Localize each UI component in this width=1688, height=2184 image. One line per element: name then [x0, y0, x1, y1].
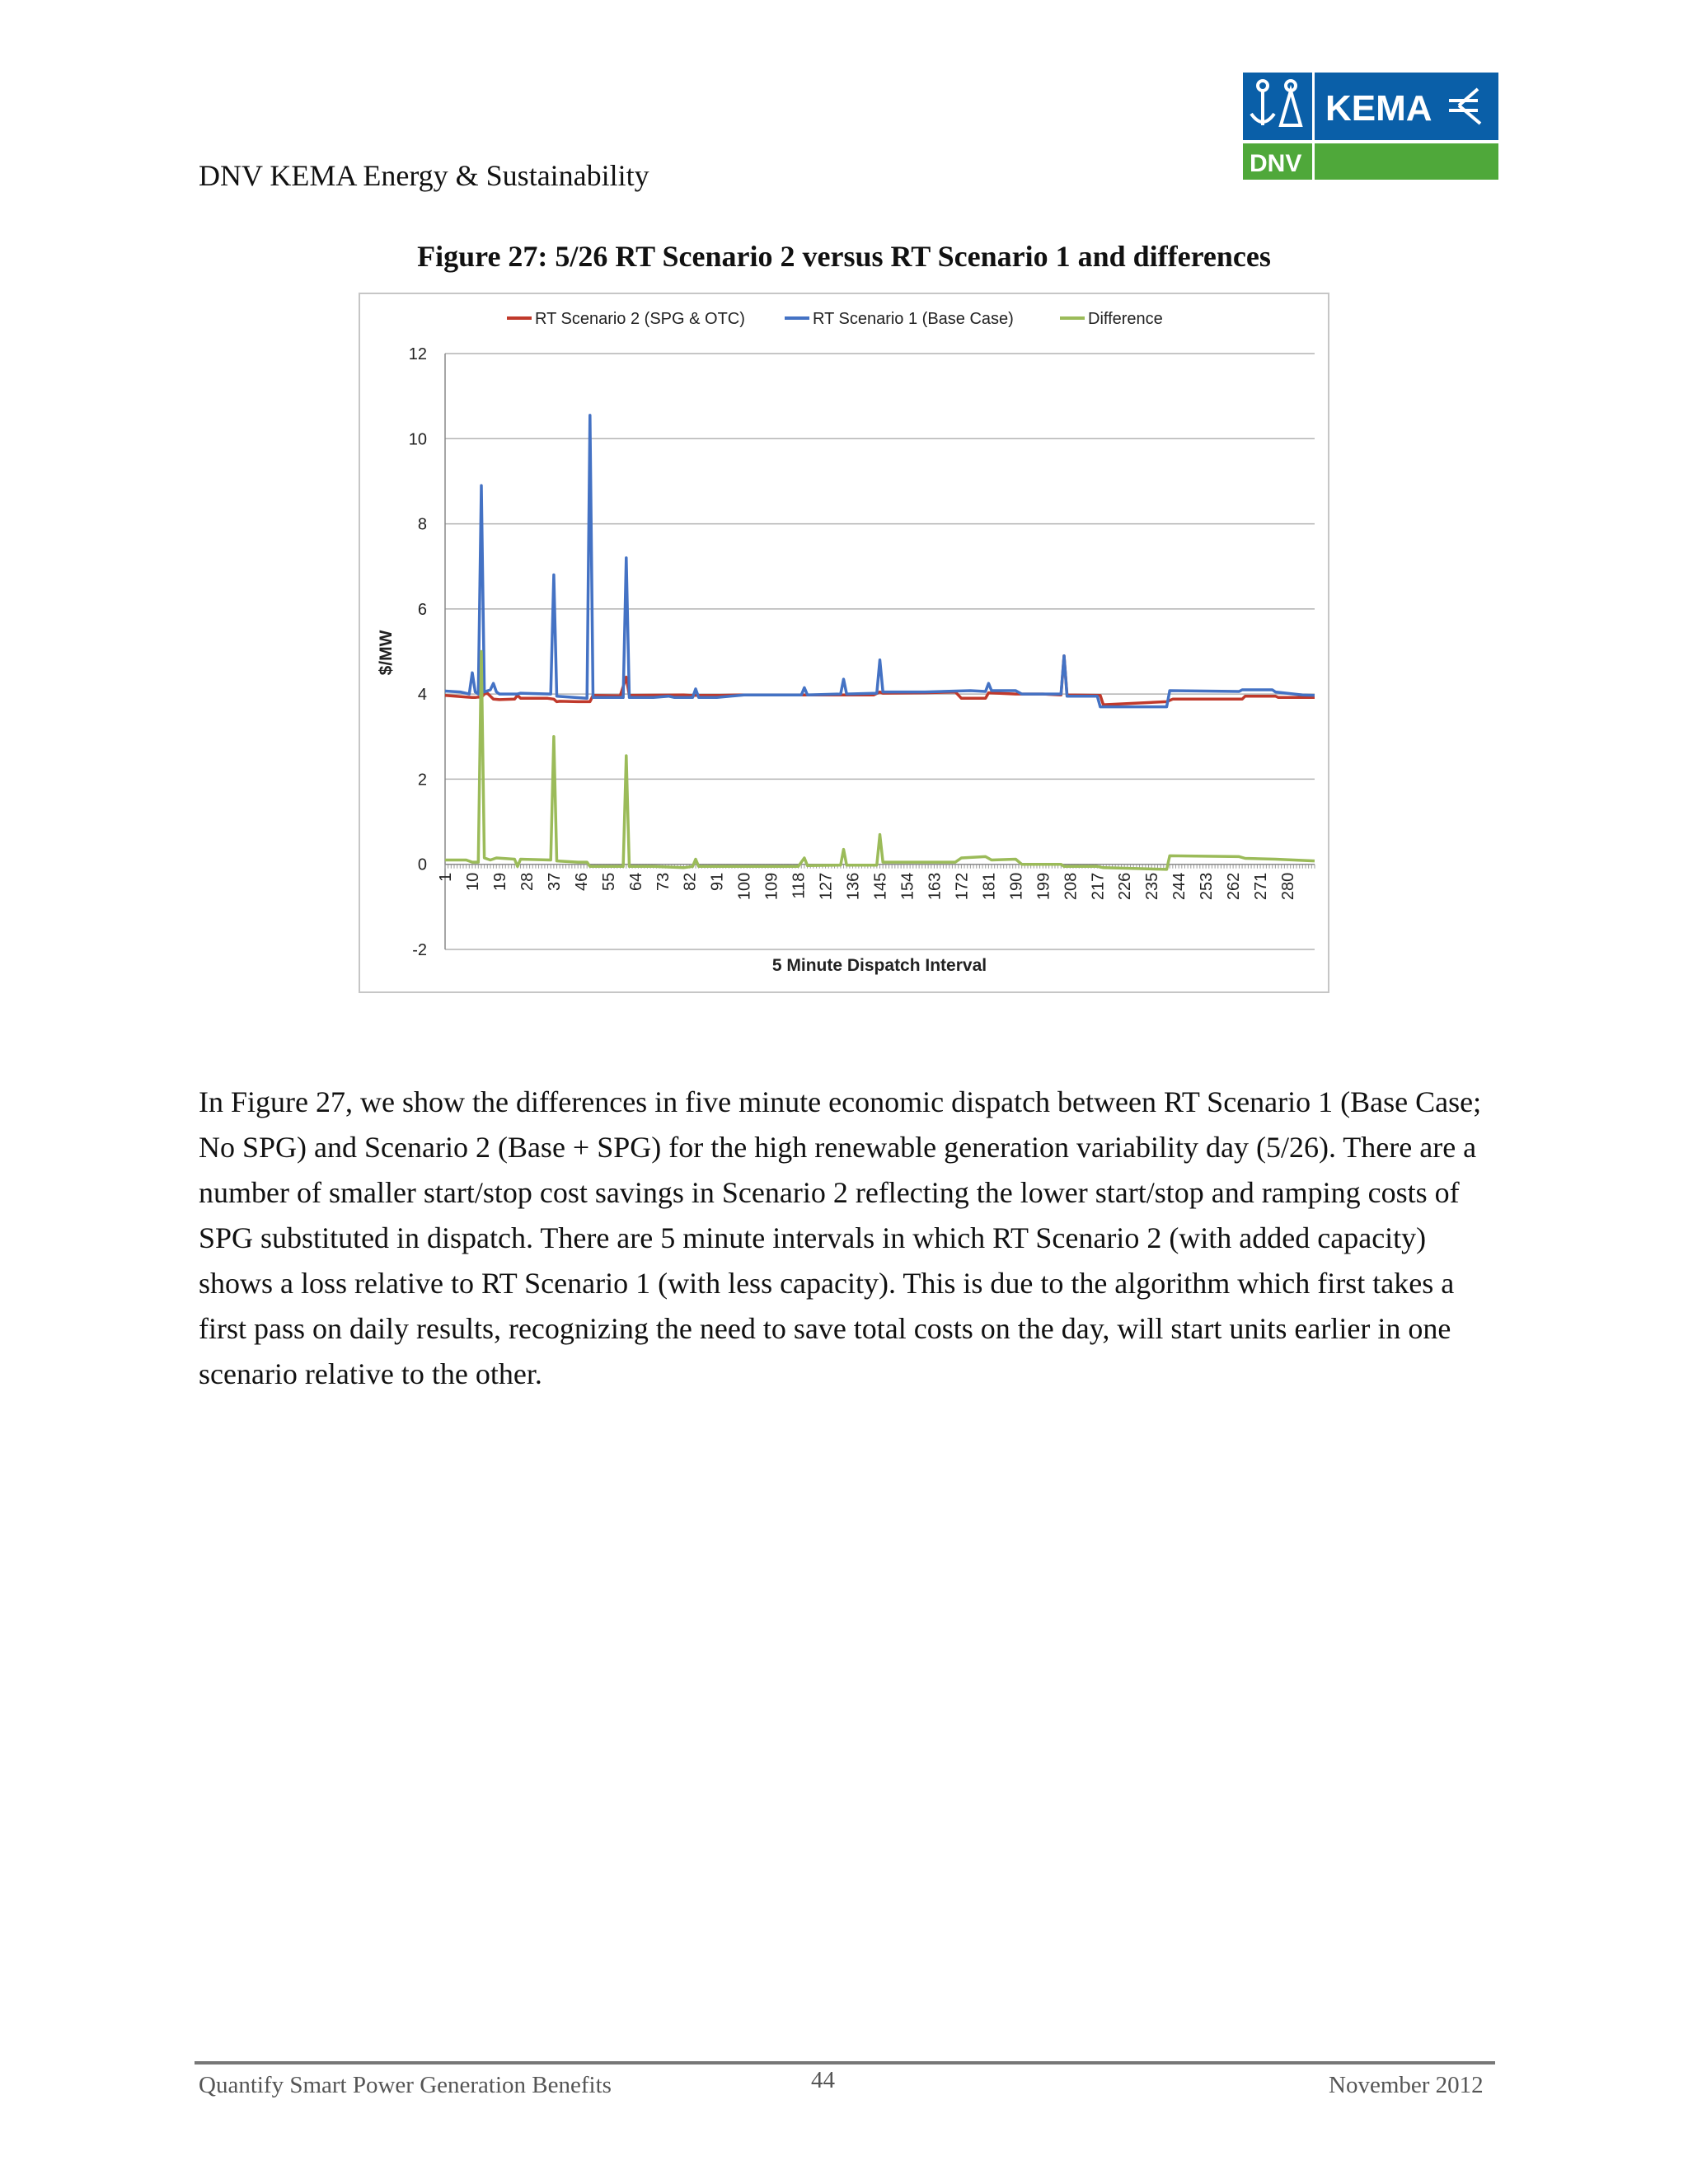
x-tick-label: 82 — [681, 872, 700, 891]
x-tick-label: 1 — [437, 872, 455, 882]
y-tick-label: 12 — [408, 345, 427, 363]
series-line-1 — [445, 415, 1315, 707]
x-tick-label: 46 — [572, 872, 591, 891]
x-tick-label: 37 — [545, 872, 564, 891]
figure-title: Figure 27: 5/26 RT Scenario 2 versus RT Scenario 1 and differences — [417, 240, 1271, 273]
svg-text:DNV: DNV — [1250, 150, 1302, 177]
line-chart — [360, 294, 1328, 991]
y-tick-label: 6 — [417, 600, 427, 619]
legend — [507, 310, 1163, 328]
document-header: DNV KEMA Energy & Sustainability — [199, 159, 649, 192]
series-line-2 — [445, 652, 1315, 869]
x-tick-label: 154 — [898, 872, 917, 901]
x-tick-label: 91 — [708, 872, 727, 891]
legend-label: RT Scenario 1 (Base Case) — [813, 310, 1014, 328]
page-number: 44 — [811, 2067, 835, 2093]
x-tick-label: 55 — [599, 872, 618, 891]
x-tick-label: 28 — [518, 872, 537, 891]
x-tick-label: 208 — [1062, 872, 1081, 901]
axes — [409, 345, 1315, 959]
y-axis-label: $/MW — [377, 630, 396, 676]
x-tick-label: 262 — [1225, 872, 1244, 901]
x-tick-label: 136 — [844, 872, 863, 901]
x-tick-label: 235 — [1143, 872, 1162, 901]
x-tick-label: 127 — [817, 872, 836, 901]
footer-date: November 2012 — [1329, 2072, 1484, 2098]
legend-label: Difference — [1088, 310, 1163, 328]
y-tick-label: 0 — [417, 855, 427, 874]
gridlines — [445, 354, 1315, 949]
x-axis-label: 5 Minute Dispatch Interval — [771, 956, 987, 975]
y-tick-label: 10 — [408, 430, 427, 449]
x-tick-label: 19 — [490, 872, 509, 891]
logo-graphic — [1243, 73, 1498, 181]
series-lines — [445, 415, 1315, 869]
x-tick-label: 271 — [1252, 872, 1271, 901]
y-tick-label: 2 — [417, 771, 427, 790]
footer-document-title: Quantify Smart Power Generation Benefits — [199, 2072, 612, 2098]
x-tick-label: 181 — [980, 872, 999, 901]
x-tick-label: 199 — [1034, 872, 1053, 901]
x-tick-label: 145 — [871, 872, 890, 901]
svg-text:KEMA: KEMA — [1325, 88, 1432, 129]
x-tick-label: 217 — [1089, 872, 1108, 901]
kema-dnv-logo — [1243, 73, 1498, 181]
x-tick-label: 280 — [1279, 872, 1298, 901]
x-tick-label: 244 — [1170, 872, 1189, 901]
x-tick-label: 100 — [735, 872, 754, 901]
y-tick-label: 4 — [417, 686, 427, 705]
x-tick-label: 109 — [762, 872, 781, 901]
x-tick-label: 10 — [463, 872, 482, 891]
x-tick-label: 73 — [654, 872, 673, 891]
x-tick-label: 163 — [926, 872, 945, 901]
body-paragraph: In Figure 27, we show the differences in five minute economic dispatch between RT Scenario 1 (Base Case; No SPG) and Scenario 2 (Base + SPG) for the high renewable generation variability day (5/26). There are a number of smaller start/stop cost savings in Scenario 2 reflecting the lower start/stop and ramping costs of SPG substituted in dispatch. There are 5 minute intervals in which RT Scenario 2 (with added capacity) shows a loss relative to RT Scenario 1 (with less capacity). This is due to the algorithm which first takes a first pass on daily results, recognizing the need to save total costs on the day, will start units earlier in one scenario relative to the other. — [199, 1085, 1482, 1390]
chart-container — [359, 293, 1329, 993]
x-tick-label: 190 — [1007, 872, 1026, 901]
footer-divider — [195, 2061, 1495, 2064]
x-tick-label: 172 — [953, 872, 972, 901]
x-tick-label: 64 — [626, 872, 645, 891]
x-tick-label: 118 — [790, 872, 809, 899]
x-tick-label: 253 — [1198, 872, 1217, 901]
y-tick-label: 8 — [417, 515, 427, 534]
x-tick-label: 226 — [1116, 872, 1135, 901]
legend-label: RT Scenario 2 (SPG & OTC) — [535, 310, 745, 328]
y-tick-label: -2 — [412, 941, 427, 959]
